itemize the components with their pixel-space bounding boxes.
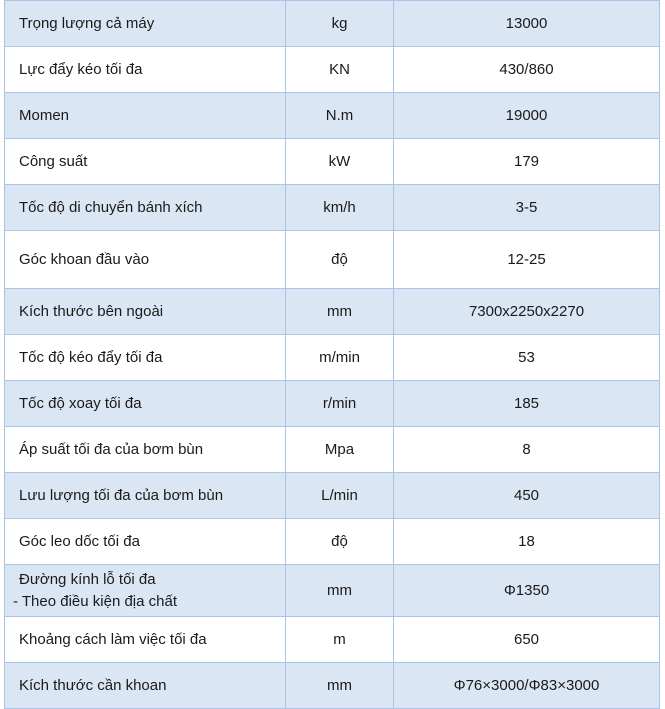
spec-name-cell bbox=[5, 565, 286, 617]
spec-unit: Mpa bbox=[286, 427, 394, 473]
spec-value: Φ1350 bbox=[394, 565, 660, 617]
spec-name: Momen bbox=[5, 93, 286, 139]
table-row bbox=[5, 47, 660, 93]
spec-value: 450 bbox=[394, 473, 660, 519]
spec-value: 179 bbox=[394, 139, 660, 185]
spec-value: 3-5 bbox=[394, 185, 660, 231]
spec-name: Kích thước bên ngoài bbox=[5, 289, 286, 335]
spec-name: Góc leo dốc tối đa bbox=[5, 519, 286, 565]
table-row bbox=[5, 93, 660, 139]
spec-value: 53 bbox=[394, 335, 660, 381]
spec-name: Khoảng cách làm việc tối đa bbox=[5, 617, 286, 663]
spec-name-note: - Theo điều kiện địa chất bbox=[13, 592, 177, 610]
spec-value: Φ76×3000/Φ83×3000 bbox=[394, 663, 660, 709]
spec-name: Trọng lượng cả máy bbox=[5, 1, 286, 47]
spec-unit: N.m bbox=[286, 93, 394, 139]
table-row bbox=[5, 139, 660, 185]
table-row bbox=[5, 663, 660, 709]
spec-value: 13000 bbox=[394, 1, 660, 47]
spec-unit: km/h bbox=[286, 185, 394, 231]
spec-unit: m/min bbox=[286, 335, 394, 381]
spec-value: 650 bbox=[394, 617, 660, 663]
spec-table bbox=[4, 0, 660, 709]
spec-unit: KN bbox=[286, 47, 394, 93]
spec-name: Đường kính lỗ tối đa bbox=[19, 570, 156, 588]
spec-unit: mm bbox=[286, 289, 394, 335]
spec-name: Lưu lượng tối đa của bơm bùn bbox=[5, 473, 286, 519]
table-row bbox=[5, 289, 660, 335]
spec-unit: mm bbox=[286, 663, 394, 709]
table-row bbox=[5, 1, 660, 47]
spec-value: 7300x2250x2270 bbox=[394, 289, 660, 335]
table-row bbox=[5, 519, 660, 565]
table-row bbox=[5, 565, 660, 617]
table-row bbox=[5, 381, 660, 427]
spec-unit: r/min bbox=[286, 381, 394, 427]
spec-unit: L/min bbox=[286, 473, 394, 519]
spec-value: 185 bbox=[394, 381, 660, 427]
spec-value: 19000 bbox=[394, 93, 660, 139]
spec-name: Lực đẩy kéo tối đa bbox=[5, 47, 286, 93]
table-row bbox=[5, 231, 660, 289]
spec-unit: m bbox=[286, 617, 394, 663]
table-row bbox=[5, 473, 660, 519]
spec-value: 430/860 bbox=[394, 47, 660, 93]
table-row bbox=[5, 427, 660, 473]
spec-name: Góc khoan đầu vào bbox=[5, 231, 286, 289]
spec-name: Áp suất tối đa của bơm bùn bbox=[5, 427, 286, 473]
spec-unit: kg bbox=[286, 1, 394, 47]
spec-name: Công suất bbox=[5, 139, 286, 185]
table-row bbox=[5, 335, 660, 381]
spec-value: 8 bbox=[394, 427, 660, 473]
table-row bbox=[5, 617, 660, 663]
spec-unit: độ bbox=[286, 231, 394, 289]
spec-unit: mm bbox=[286, 565, 394, 617]
table-row bbox=[5, 185, 660, 231]
spec-value: 12-25 bbox=[394, 231, 660, 289]
spec-name: Kích thước cần khoan bbox=[5, 663, 286, 709]
spec-value: 18 bbox=[394, 519, 660, 565]
spec-name: Tốc độ di chuyển bánh xích bbox=[5, 185, 286, 231]
spec-name: Tốc độ kéo đẩy tối đa bbox=[5, 335, 286, 381]
spec-unit: kW bbox=[286, 139, 394, 185]
spec-unit: độ bbox=[286, 519, 394, 565]
spec-name: Tốc độ xoay tối đa bbox=[5, 381, 286, 427]
